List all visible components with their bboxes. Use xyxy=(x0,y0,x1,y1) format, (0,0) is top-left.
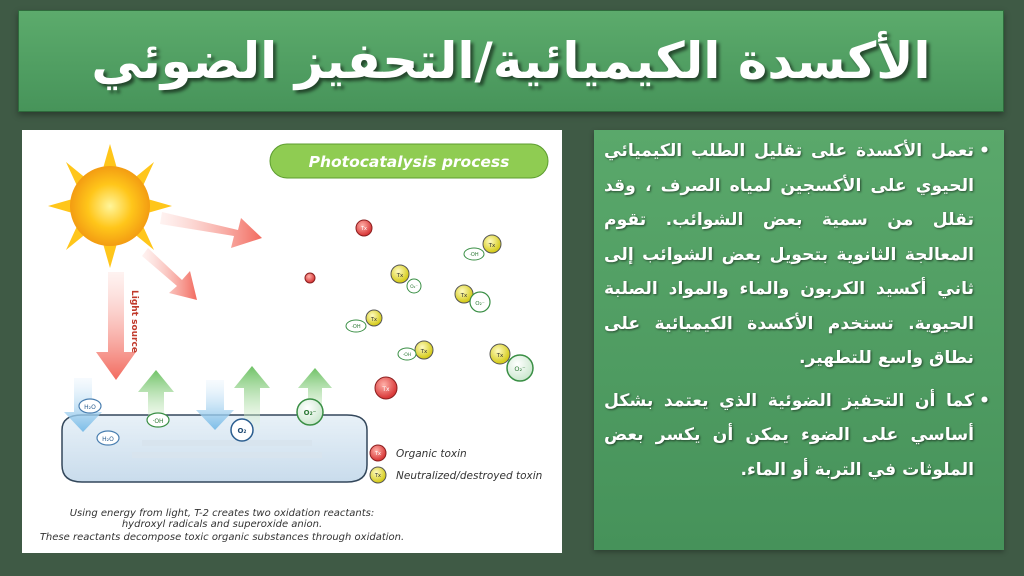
svg-text:Tx: Tx xyxy=(396,273,404,279)
bullet-item: • كما أن التحفيز الضوئية الذي يعتمد بشكل أساسي على الضوء يمكن أن يكسر بعض الملوثات في التربة أو الماء. xyxy=(604,384,974,488)
h2o-molecule xyxy=(97,431,119,445)
text-panel xyxy=(594,130,1004,550)
svg-text:O₂⁻: O₂⁻ xyxy=(410,285,418,290)
neutralized-toxin-pair xyxy=(455,285,490,312)
hydroxyl-molecule xyxy=(147,413,169,427)
light-source-label: Light source xyxy=(129,290,139,353)
legend-neutralized-label: Neutralized/destroyed toxin xyxy=(396,470,543,482)
svg-text:Tx: Tx xyxy=(496,353,504,359)
neutralized-toxin-pair xyxy=(464,235,501,260)
light-ray-arrow xyxy=(142,248,197,300)
svg-text:Tx: Tx xyxy=(370,317,378,323)
svg-text:Tx: Tx xyxy=(420,349,428,355)
svg-text:O₂: O₂ xyxy=(237,427,247,435)
caption-line: hydroxyl radicals and superoxide anion. xyxy=(121,519,323,530)
svg-text:Tx: Tx xyxy=(360,226,368,232)
superoxide-molecule xyxy=(297,399,323,425)
photocatalysis-figure xyxy=(22,130,562,553)
svg-text:Tx: Tx xyxy=(460,293,468,299)
plate-stripe xyxy=(132,452,322,458)
legend xyxy=(370,445,542,483)
caption-line: Using energy from light, T-2 creates two oxidation reactants: xyxy=(69,508,375,519)
svg-text:Tx: Tx xyxy=(488,243,496,249)
neutralized-toxin-pair xyxy=(346,310,382,332)
organic-toxin-molecule xyxy=(305,273,315,283)
neutralized-toxin-pair xyxy=(490,344,533,381)
legend-organic-label: Organic toxin xyxy=(396,448,467,460)
svg-text:·OH: ·OH xyxy=(402,353,412,358)
svg-text:O₂⁻: O₂⁻ xyxy=(475,301,485,307)
slide-title: الأكسدة الكيميائية/التحفيز الضوئي xyxy=(91,32,931,90)
svg-text:Tx: Tx xyxy=(374,451,382,457)
caption-line: These reactants decompose toxic organic substances through oxidation. xyxy=(39,532,405,543)
svg-text:·OH: ·OH xyxy=(351,324,361,330)
svg-text:H₂O: H₂O xyxy=(102,436,114,443)
figure-header: Photocatalysis process xyxy=(308,153,510,171)
plate-stripe xyxy=(142,440,312,446)
h2o-molecule xyxy=(79,399,101,413)
svg-text:H₂O: H₂O xyxy=(84,404,96,411)
svg-text:·OH: ·OH xyxy=(469,252,479,258)
photocatalysis-diagram xyxy=(22,130,562,553)
svg-text:O₂⁻: O₂⁻ xyxy=(514,365,526,373)
neutralized-toxin-pair xyxy=(391,265,421,293)
light-ray-arrow xyxy=(160,212,262,248)
sun-icon xyxy=(48,144,172,268)
title-bar xyxy=(18,10,1004,112)
organic-toxin-molecule xyxy=(375,377,397,399)
svg-text:O₂⁻: O₂⁻ xyxy=(303,409,317,417)
svg-text:·OH: ·OH xyxy=(152,418,164,425)
bullet-item: • تعمل الأكسدة على تقليل الطلب الكيميائي الحيوي على الأكسجين لمياه الصرف ، وقد تقلل من سمية بعض الشوائب. تقوم المعالجة الثانوية بتحويل بعض الشوائب إلى ثاني أكسيد الكربون والماء والمواد الصلبة الحيوية. تستخدم الأكسدة الكيميائية على نطاق واسع للتطهير. xyxy=(604,134,974,376)
svg-text:Tx: Tx xyxy=(374,473,382,479)
neutralized-toxin-pair xyxy=(398,341,433,360)
oxygen-molecule xyxy=(231,419,253,441)
bullet-list xyxy=(604,134,990,487)
organic-toxin-molecule xyxy=(356,220,372,236)
svg-text:Tx: Tx xyxy=(382,386,390,393)
